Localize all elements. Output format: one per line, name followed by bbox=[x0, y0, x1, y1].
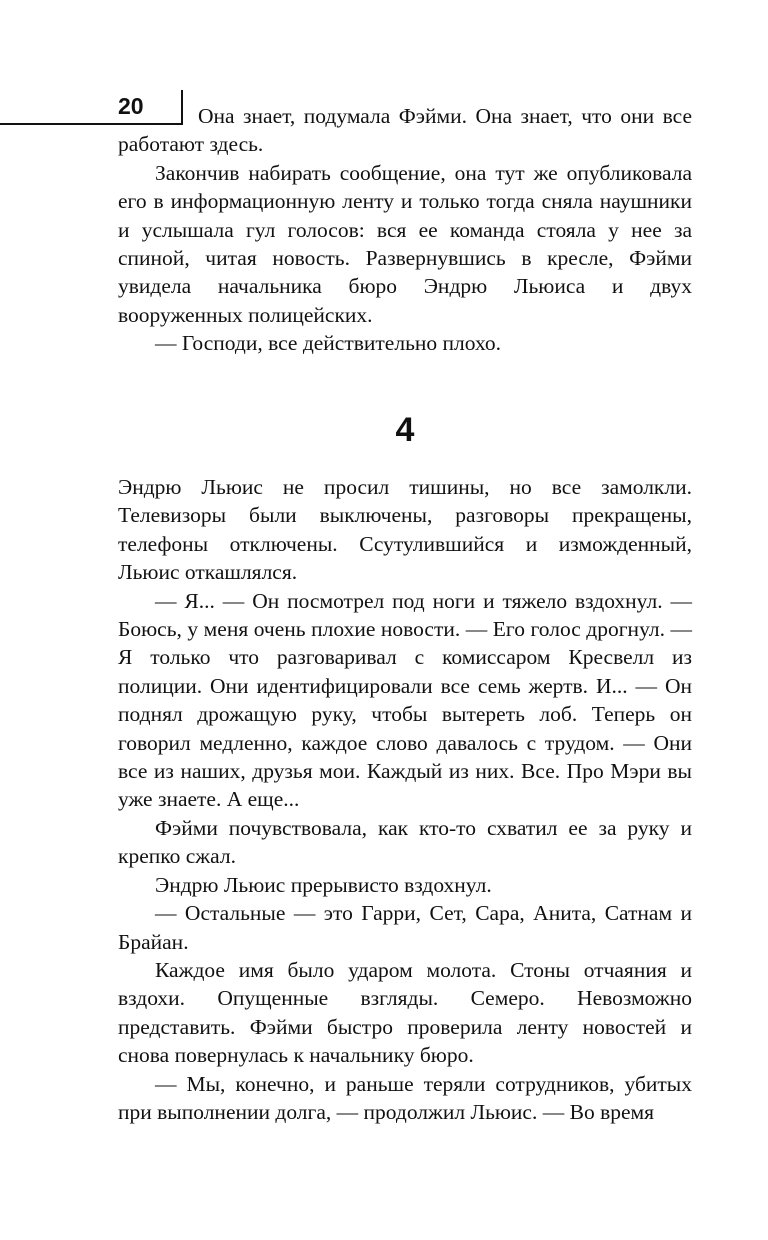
paragraph: — Мы, конечно, и раньше теряли сотрудников, убитых при выполнении долга, — продолжил Льюис. — Во время bbox=[118, 1071, 692, 1124]
paragraph: Каждое имя было ударом молота. Стоны отчаяния и вздохи. Опущенные взгляды. Семеро. Невозможно представить. Фэйми быстро проверила ленту новостей и снова повернулась к начальнику бюро. bbox=[118, 957, 692, 1068]
paragraph: Она знает, подумала Фэйми. Она знает, что они все работают здесь. bbox=[118, 104, 692, 157]
paragraph: — Господи, все действительно плохо. bbox=[155, 331, 502, 356]
text-block-top bbox=[118, 102, 692, 358]
page-number: 20 bbox=[118, 93, 144, 119]
paragraph: — Остальные — это Гарри, Сет, Сара, Анита, Сатнам и Брайан. bbox=[118, 901, 692, 954]
paragraph: Эндрю Льюис не просил тишины, но все замолкли. Телевизоры были выключены, разговоры прекращены, телефоны отключены. Ссутулившийся и изможденный, Льюис откашлялся. bbox=[118, 475, 692, 585]
paragraph: Фэйми почувствовала, как кто-то схватил ее за руку и крепко сжал. bbox=[118, 815, 692, 869]
paragraph: Закончив набирать сообщение, она тут же опубликовала его в информационную ленту и только тогда сняла наушники и услышала гул голосов: вся ее команда стояла у нее за спиной, читая новость. Развернувшись в кресле, Фэйми увидела начальника бюро Эндрю Льюиса и двух вооруженных полицейских. bbox=[118, 160, 692, 327]
chapter-heading: 4 bbox=[395, 411, 415, 449]
paragraph: Эндрю Льюис прерывисто вздохнул. bbox=[155, 872, 492, 897]
paragraph: — Я... — Он посмотрел под ноги и тяжело вздохнул. — Боюсь, у меня очень плохие новости. — Его голос дрогнул. — Я только что разговаривал с комиссаром Кресвелл из полиции. Они идентифицировали все семь жертв. И... — Он поднял дрожащую руку, чтобы вытереть лоб. Теперь он говорил медленно, каждое слово давалось с трудом. — Они все из наших, друзья мои. Каждый из них. Все. Про Мэри вы уже знаете. А еще... bbox=[118, 588, 692, 812]
text-block-chapter bbox=[118, 473, 692, 1126]
